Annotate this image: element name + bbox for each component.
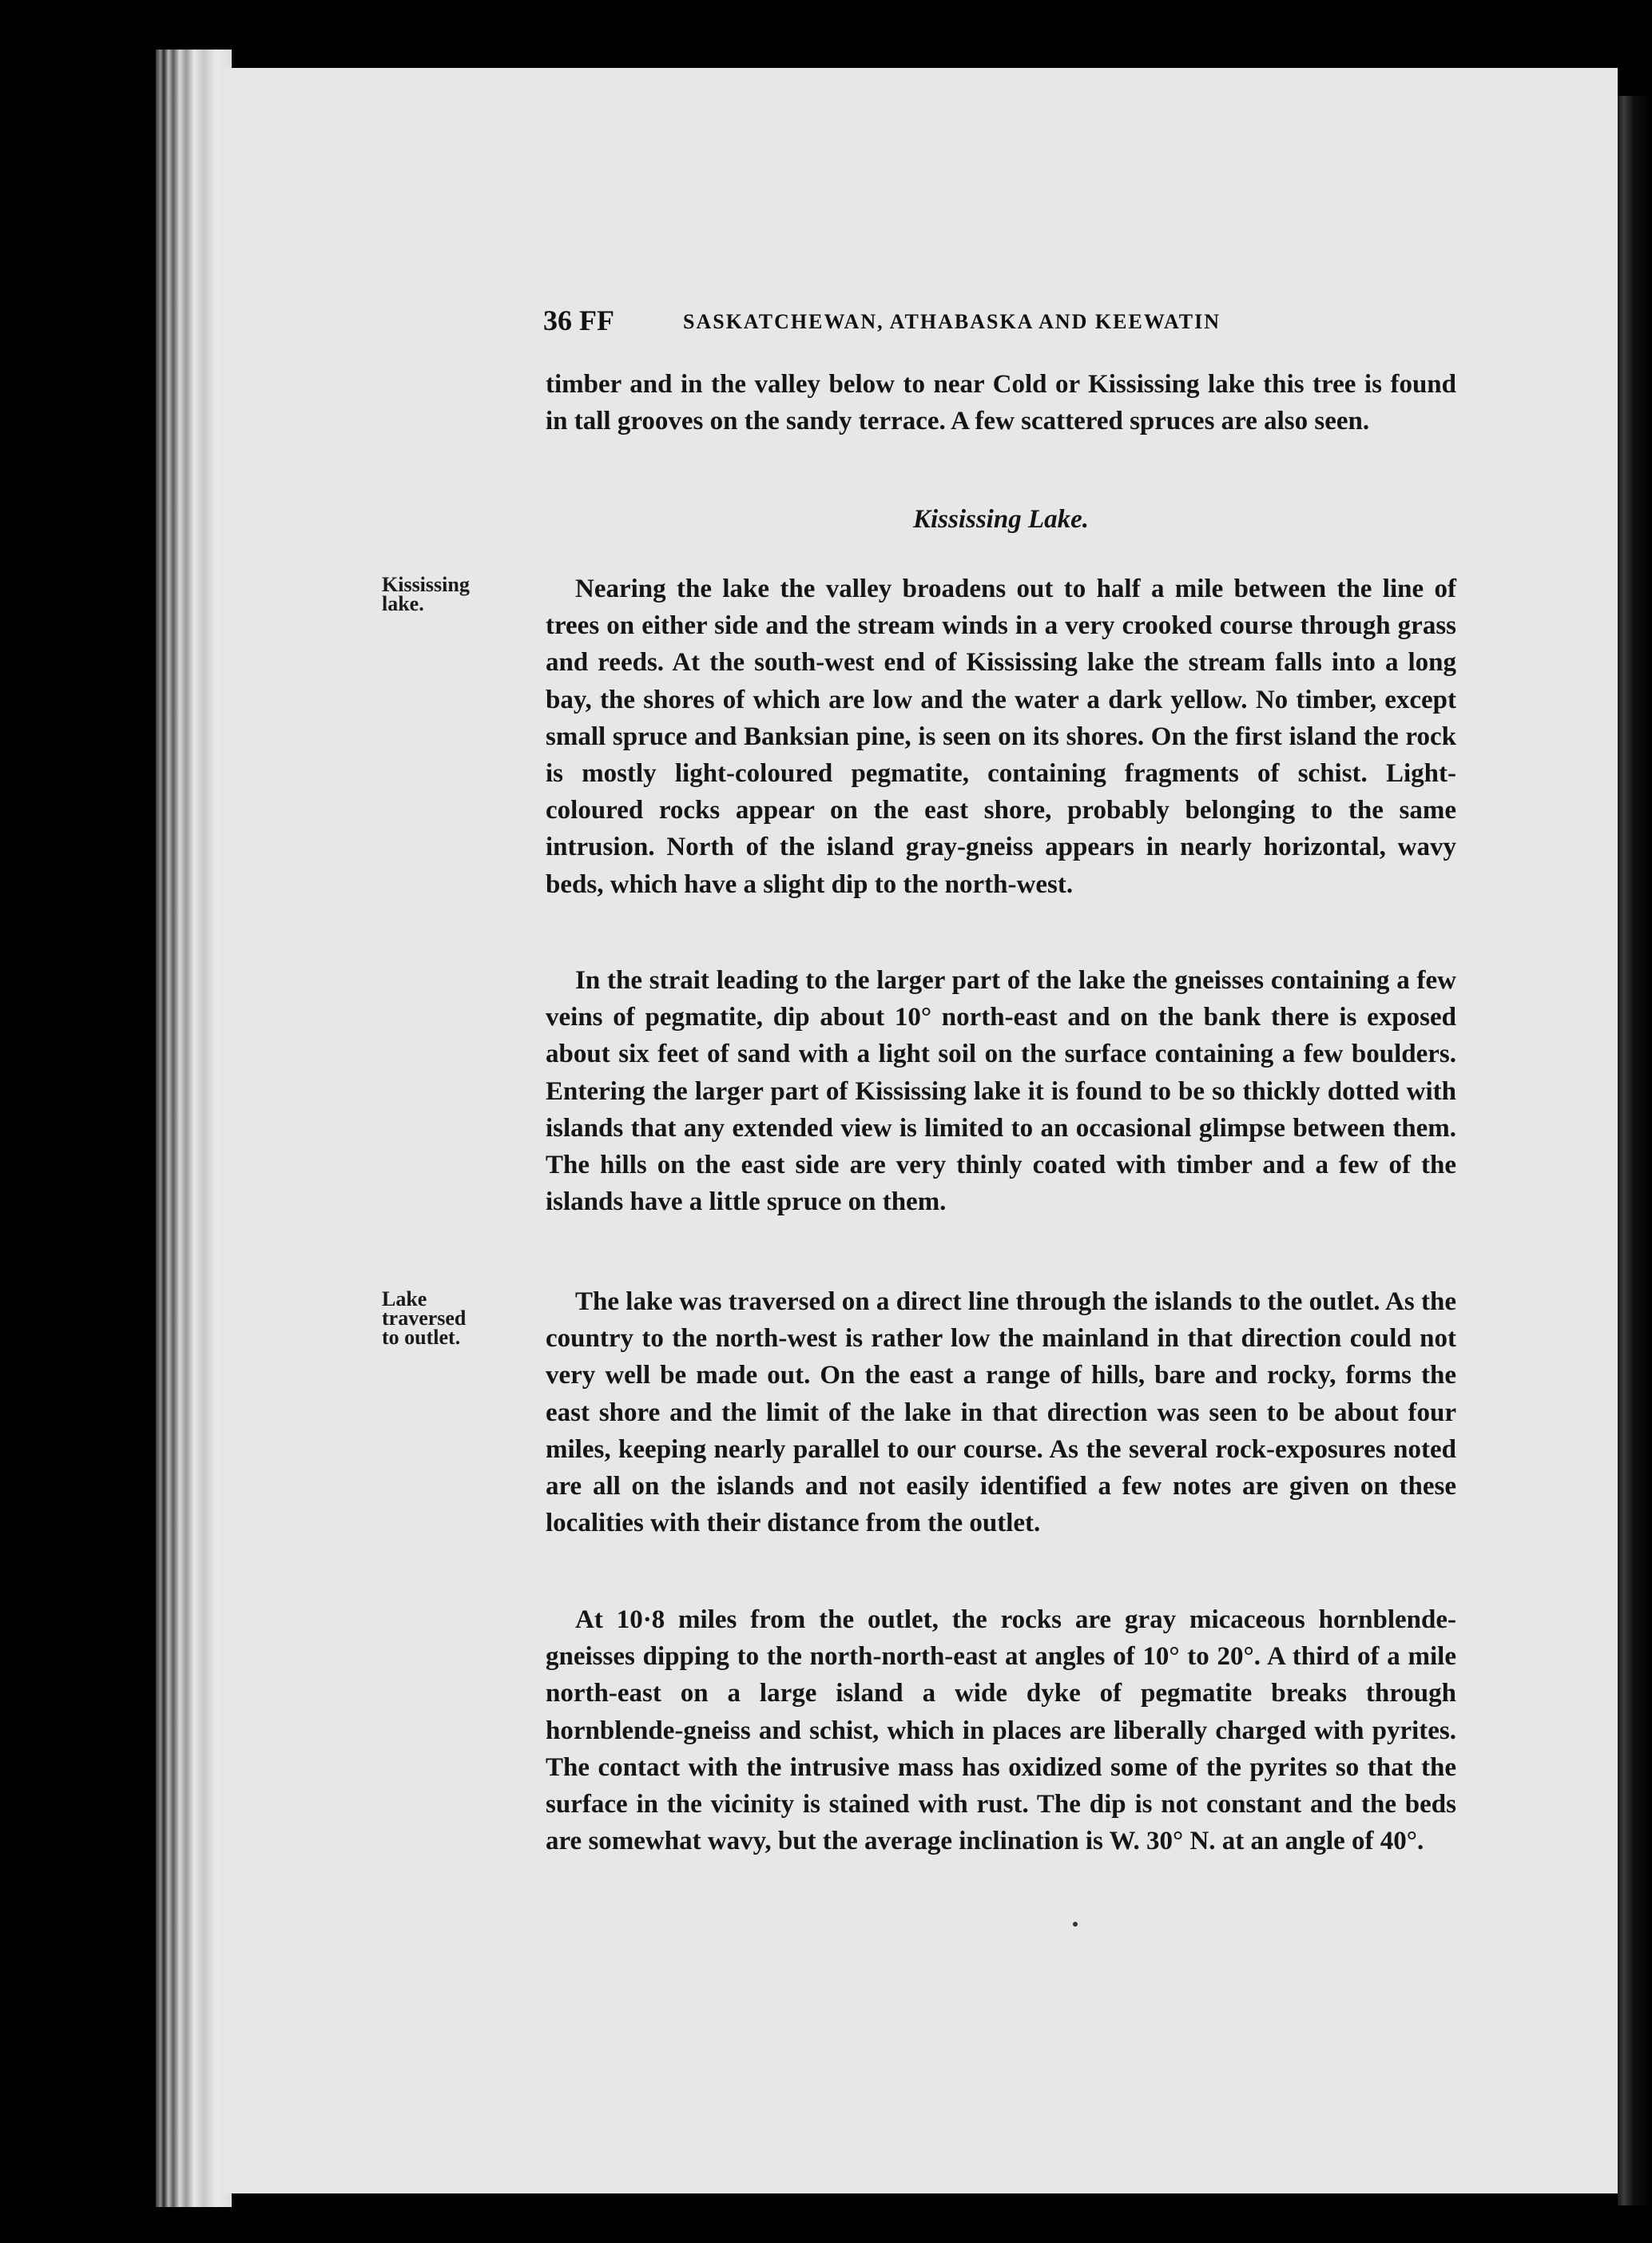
margin-note-kississing-lake: Kississing lake. <box>382 573 470 615</box>
right-page-edge <box>1618 96 1652 2205</box>
section-heading: Kississing Lake. <box>912 505 1090 534</box>
margin-note-lake-traversed: Lake traversed to outlet. <box>382 1287 467 1349</box>
running-title: SASKATCHEWAN, ATHABASKA AND KEEWATIN <box>683 310 1221 333</box>
paragraph-strait: In the strait leading to the larger part of the lake the gneisses containing a few veins of pegmatite, dip about 10° north-east and on the bank there is exposed about six feet of sand with a light soil on the surface containing a few boulders. Entering the larger part of Kississing lake it is found to be so thickly dotted with islands that any extended view is limited to an occasional glimpse between them. The hills on the east side are very thinly coated with timber and a few of the islands have a little spruce on them. <box>546 966 1456 1217</box>
paragraph-continuation: timber and in the valley below to near Cold or Kississing lake this tree is found in tall grooves on the sandy terrace. A few scattered spruces are also seen. <box>546 370 1456 436</box>
paragraph-nearing-the-lake: Nearing the lake the valley broadens out to half a mile between the line of trees on either side and the stream winds in a very crooked course through grass and reeds. At the south-west end of Kississing lake the stream falls into a long bay, the shores of which are low and the water a dark yellow. No timber, except small spruce and Banksian pine, is seen on its shores. On the first island the rock is mostly light-coloured pegmatite, containing fragments of schist. Light-coloured rocks appear on the east shore, probably belonging to the same intrusion. North of the island gray-gneiss appears in nearly horizontal, wavy beds, which have a slight dip to the north-west. <box>546 575 1456 899</box>
book-gutter-edge <box>156 50 232 2207</box>
running-header <box>543 304 1454 344</box>
ink-speck <box>1073 1922 1078 1927</box>
paragraph-ten-miles: At 10·8 miles from the outlet, the rocks are gray micaceous hornblende-gneisses dipping to the north-north-east at angles of 10° to 20°. A third of a mile north-east on a large island a wide dyke of pegmatite breaks through hornblende-gneiss and schist, which in places are liberally charged with pyrites. The contact with the intrusive mass has oxidized some of the pyrites so that the surface in the vicinity is stained with rust. The dip is not constant and the beds are somewhat wavy, but the average inclination is W. 30° N. at an angle of 40°. <box>546 1605 1456 1856</box>
page-number: 36 FF <box>543 304 614 336</box>
paragraph-lake-traversed: The lake was traversed on a direct line through the islands to the outlet. As the country to the north-west is rather low the mainland in that direction could not very well be made out. On the east a range of hills, bare and rocky, forms the east shore and the limit of the lake in that direction was seen to be about four miles, keeping nearly parallel to our course. As the several rock-exposures noted are all on the islands and not easily identified a few notes are given on these localities with their distance from the outlet. <box>546 1287 1456 1538</box>
